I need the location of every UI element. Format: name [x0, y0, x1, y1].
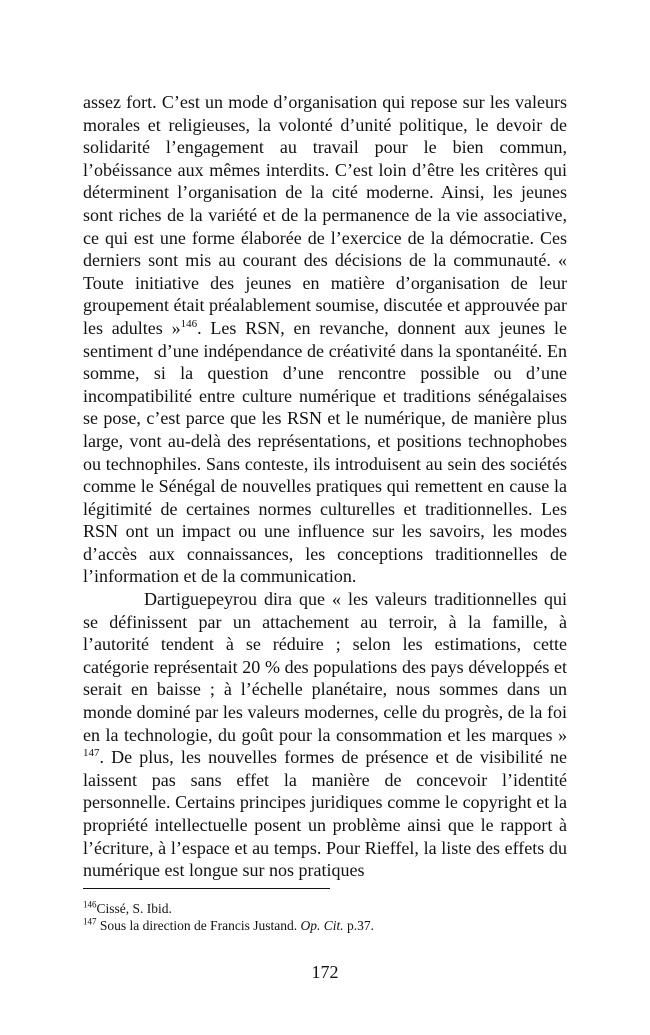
footnote-146 — [83, 900, 567, 917]
footnote-text: Sous la direction de Francis Justand. — [96, 918, 301, 933]
body-text — [83, 91, 567, 882]
footnote-147 — [83, 917, 567, 934]
paragraph-1-text-b: . Les RSN, en revanche, donnent aux jeunes le sentiment d’une indépendance de créativité dans la spontanéité. En somme, si la question d’une rencontre possible ou d’une incompatibilité entre culture numérique et traditions sénégalaises se pose, c’est parce que les RSN et le numérique, de manière plus large, vont au-delà des représentations, et positions technophobes ou technophiles. Sans conteste, ils introduisent au sein des sociétés comme le Sénégal de nouvelles pratiques qui remettent en cause la légitimité de certaines normes culturelles et traditionnelles. Les RSN ont un impact ou une influence sur les savoirs, les modes d’accès aux connaissances, les conceptions traditionnelles de l’information et de la communication. — [83, 317, 567, 587]
paragraph-1 — [83, 91, 567, 588]
page-number: 172 — [311, 962, 339, 982]
footnote-mark: 147 — [83, 916, 97, 927]
footnote-ref-147: 147 — [83, 747, 100, 760]
paragraph-2-text-b: . De plus, les nouvelles formes de présence et de visibilité ne laissent pas sans effet la manière de concevoir l’identité personnelle. Certains principes juridiques comme le copyright et la propriété intellectuelle posent un problème ainsi que le rapport à l’écriture, à l’espace et au temps. Pour Rieffel, la liste des effets du numérique est longue sur nos pratiques — [83, 747, 567, 881]
footnote-mark: 146 — [83, 899, 97, 910]
footnotes — [83, 900, 567, 934]
footnote-ref-146: 146 — [180, 317, 198, 330]
footnote-italic-text: Op. Cit. — [300, 918, 344, 933]
paragraph-2-text-a: Dartiguepeyrou dira que « les valeurs traditionnelles qui se définissent par un attachement au terroir, à la famille, à l’autorité tendent à se réduire ; selon les estimations, cette catégorie représentait 20 % des populations des pays développés et serait en baisse ; à l’échelle planétaire, nous sommes dans un monde dominé par les valeurs modernes, celle du progrès, de la foi en la technologie, du goût pour la consommation et les marques » — [83, 589, 567, 745]
paragraph-2 — [83, 588, 567, 882]
footnote-text-end: p.37. — [343, 918, 374, 933]
footnote-text: Cissé, S. Ibid. — [96, 901, 172, 916]
footnote-separator — [83, 888, 330, 889]
paragraph-1-text-a: assez fort. C’est un mode d’organisation qui repose sur les valeurs morales et religieuses, la volonté d’unité politique, le devoir de solidarité l’engagement au travail pour le bien commun, l’obéissance aux mêmes interdits. C’est loin d’être les critères qui déterminent l’organisation de la cité moderne. Ainsi, les jeunes sont riches de la variété et de la permanence de la vie associative, ce qui est une forme élaborée de l’exercice de la démocratie. Ces derniers sont mis au courant des décisions de la communauté. « Toute initiative des jeunes en matière d’organisation de leur groupement était préalablement soumise, discutée et approuvée par les adultes » — [83, 92, 567, 338]
